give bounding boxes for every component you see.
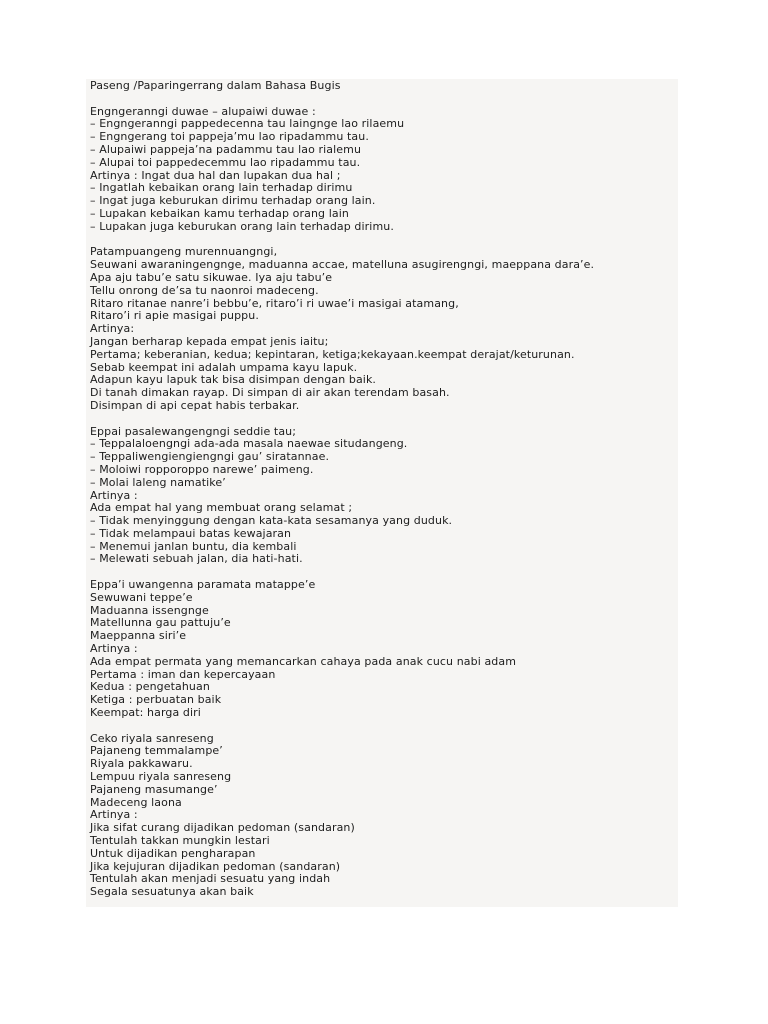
text-line: Artinya :: [90, 488, 138, 502]
poem-section-5: [90, 733, 678, 899]
text-line: Ritaro ritanae nanre’i bebbu’e, ritaro’i ri uwae’i masigai atamang,: [90, 296, 459, 310]
text-line: Apa aju tabu’e satu sikuwae. Iya aju tabu’e: [90, 270, 333, 284]
text-line: Ketiga : perbuatan baik: [90, 693, 222, 707]
poem-section-4: [90, 579, 678, 720]
section-spacer: [90, 413, 678, 426]
text-line: Madeceng laona: [90, 795, 182, 809]
text-line: Adapun kayu lapuk tak bisa disimpan dengan baik.: [90, 373, 377, 387]
text-line: Matellunna gau pattuju’e: [90, 616, 231, 630]
text-line: Seuwani awaraningengnge, maduanna accae, matelluna asugirengngi, maeppana dara’e.: [90, 258, 595, 272]
text-line: – Moloiwi ropporoppo narewe’ paimeng.: [90, 462, 314, 476]
text-line: Sebab keempat ini adalah umpama kayu lapuk.: [90, 360, 358, 374]
text-line: Disimpan di api cepat habis terbakar.: [90, 398, 300, 412]
text-line: Artinya:: [90, 322, 135, 336]
text-line: Artinya :: [90, 642, 138, 656]
text-line: Tellu onrong de’sa tu naonroi madeceng.: [90, 283, 319, 297]
text-line: – Molai laleng namatike’: [90, 475, 226, 489]
section-spacer: [90, 93, 678, 106]
text-line: Eppai pasalewangengngi seddie tau;: [90, 424, 297, 438]
poem-section-2: [90, 246, 678, 412]
text-line: – Ingatlah kebaikan orang lain terhadap dirimu: [90, 181, 353, 195]
text-line: Maduanna issengnge: [90, 603, 209, 617]
text-line: Pertama; keberanian, kedua; kepintaran, ketiga;kekayaan.keempat derajat/keturunan.: [90, 347, 575, 361]
text-line: Di tanah dimakan rayap. Di simpan di air akan terendam basah.: [90, 386, 450, 400]
text-line: – Lupakan kebaikan kamu terhadap orang lain: [90, 206, 349, 220]
text-line: – Ingat juga keburukan dirimu terhadap orang lain.: [90, 194, 376, 208]
text-line: Ceko riyala sanreseng: [90, 731, 214, 745]
text-line: Jika sifat curang dijadikan pedoman (sandaran): [90, 821, 355, 835]
text-line: Patampuangeng murennuangngi,: [90, 245, 278, 259]
text-line: Sewuwani teppe’e: [90, 590, 193, 604]
text-line: – Engngeranngi pappedecenna tau laingnge lao rilaemu: [90, 117, 405, 131]
text-line: Pajaneng masumange’: [90, 782, 218, 796]
text-line: Tentulah akan menjadi sesuatu yang indah: [90, 872, 331, 886]
text-line: Tentulah takkan mungkin lestari: [90, 834, 270, 848]
text-line: – Engngerang toi pappeja’mu lao ripadammu tau.: [90, 130, 369, 144]
document-page: [86, 79, 678, 907]
text-line: Ada empat permata yang memancarkan cahaya pada anak cucu nabi adam: [90, 654, 517, 668]
poem-section-3: [90, 426, 678, 567]
text-line: Kedua : pengetahuan: [90, 680, 210, 694]
text-line: – Tidak melampaui batas kewajaran: [90, 526, 292, 540]
document-title: Paseng /Paparingerrang dalam Bahasa Bugis: [90, 79, 341, 92]
text-line: – Lupakan juga keburukan orang lain terhadap dirimu.: [90, 219, 394, 233]
text-line: Engngeranngi duwae – alupaiwi duwae :: [90, 104, 316, 118]
text-line: Untuk dijadikan pengharapan: [90, 846, 256, 860]
document-body: [90, 80, 678, 899]
text-line: Artinya :: [90, 808, 138, 822]
text-line: Jika kejujuran dijadikan pedoman (sandaran): [90, 859, 341, 873]
text-line: – Teppalaloengngi ada-ada masala naewae situdangeng.: [90, 437, 408, 451]
text-line: Ada empat hal yang membuat orang selamat ;: [90, 501, 353, 515]
text-line: Pajaneng temmalampe’: [90, 744, 223, 758]
poem-section-1: [90, 106, 678, 234]
text-line: Segala sesuatunya akan baik: [90, 885, 254, 899]
text-line: – Menemui janlan buntu, dia kembali: [90, 539, 297, 553]
text-line: Riyala pakkawaru.: [90, 757, 193, 771]
text-line: – Melewati sebuah jalan, dia hati-hati.: [90, 552, 303, 566]
text-line: Artinya : Ingat dua hal dan lupakan dua hal ;: [90, 168, 341, 182]
text-line: – Alupai toi pappedecemmu lao ripadammu tau.: [90, 155, 361, 169]
text-line: Ritaro’i ri apie masigai puppu.: [90, 309, 259, 323]
text-line: Lempuu riyala sanreseng: [90, 770, 232, 784]
section-spacer: [90, 720, 678, 733]
text-line: – Tidak menyinggung dengan kata-kata sesamanya yang duduk.: [90, 514, 453, 528]
text-line: Keempat: harga diri: [90, 706, 201, 720]
text-line: Pertama : iman dan kepercayaan: [90, 667, 276, 681]
text-line: – Alupaiwi pappeja’na padammu tau lao rialemu: [90, 142, 362, 156]
text-line: Maeppanna siri’e: [90, 629, 187, 643]
text-line: – Teppaliwengiengiengngi gau’ siratannae.: [90, 450, 330, 464]
text-line: Eppa’i uwangenna paramata matappe’e: [90, 578, 316, 592]
text-line: Jangan berharap kepada empat jenis iaitu;: [90, 334, 329, 348]
